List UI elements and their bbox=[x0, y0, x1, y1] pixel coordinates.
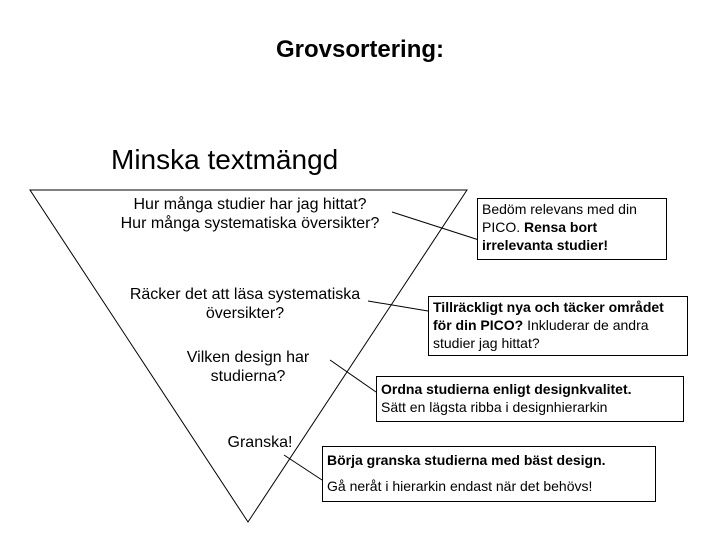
funnel-level-2-line-2: översikter? bbox=[205, 305, 285, 322]
funnel-level-3-line-2: studierna? bbox=[210, 368, 286, 385]
callout-3-emphasis: Ordna studierna enligt designkvalitet. bbox=[381, 381, 632, 397]
funnel-level-1-line-1: Hur många studier har jag hittat? bbox=[133, 196, 367, 213]
funnel-level-3 bbox=[148, 348, 348, 386]
callout-box-3 bbox=[376, 376, 684, 422]
funnel-level-1-line-2: Hur många systematiska översikter? bbox=[120, 215, 380, 232]
callout-2-text: Inkluderar de andra studier jag hittat? bbox=[433, 317, 649, 351]
callout-1-text: Bedöm relevans med din PICO. bbox=[482, 201, 637, 235]
callout-2-emphasis: Tillräckligt nya och täcker området för din PICO? bbox=[433, 299, 664, 333]
callout-1-emphasis: Rensa bort irrelevanta studier! bbox=[482, 219, 609, 253]
funnel-level-4: Granska! bbox=[227, 434, 293, 451]
connector-line-4 bbox=[284, 455, 322, 480]
callout-box-1 bbox=[477, 198, 667, 260]
callout-4-text: Gå neråt i hierarkin endast när det behövs! bbox=[327, 478, 593, 494]
funnel-level-2-line-1: Räcker det att läsa systematiska bbox=[129, 286, 361, 303]
funnel-level-2 bbox=[80, 285, 410, 323]
callout-box-2 bbox=[428, 296, 688, 356]
page-title: Grovsortering: bbox=[275, 36, 445, 63]
callout-4-emphasis: Börja granska studierna med bäst design. bbox=[327, 452, 606, 468]
funnel-level-1 bbox=[60, 195, 440, 233]
callout-box-4 bbox=[322, 446, 656, 502]
callout-3-text: Sätt en lägsta ribba i designhierarkin bbox=[381, 399, 608, 415]
subtitle: Minska textmängd bbox=[111, 144, 339, 175]
funnel-level-3-line-1: Vilken design har bbox=[186, 349, 310, 366]
